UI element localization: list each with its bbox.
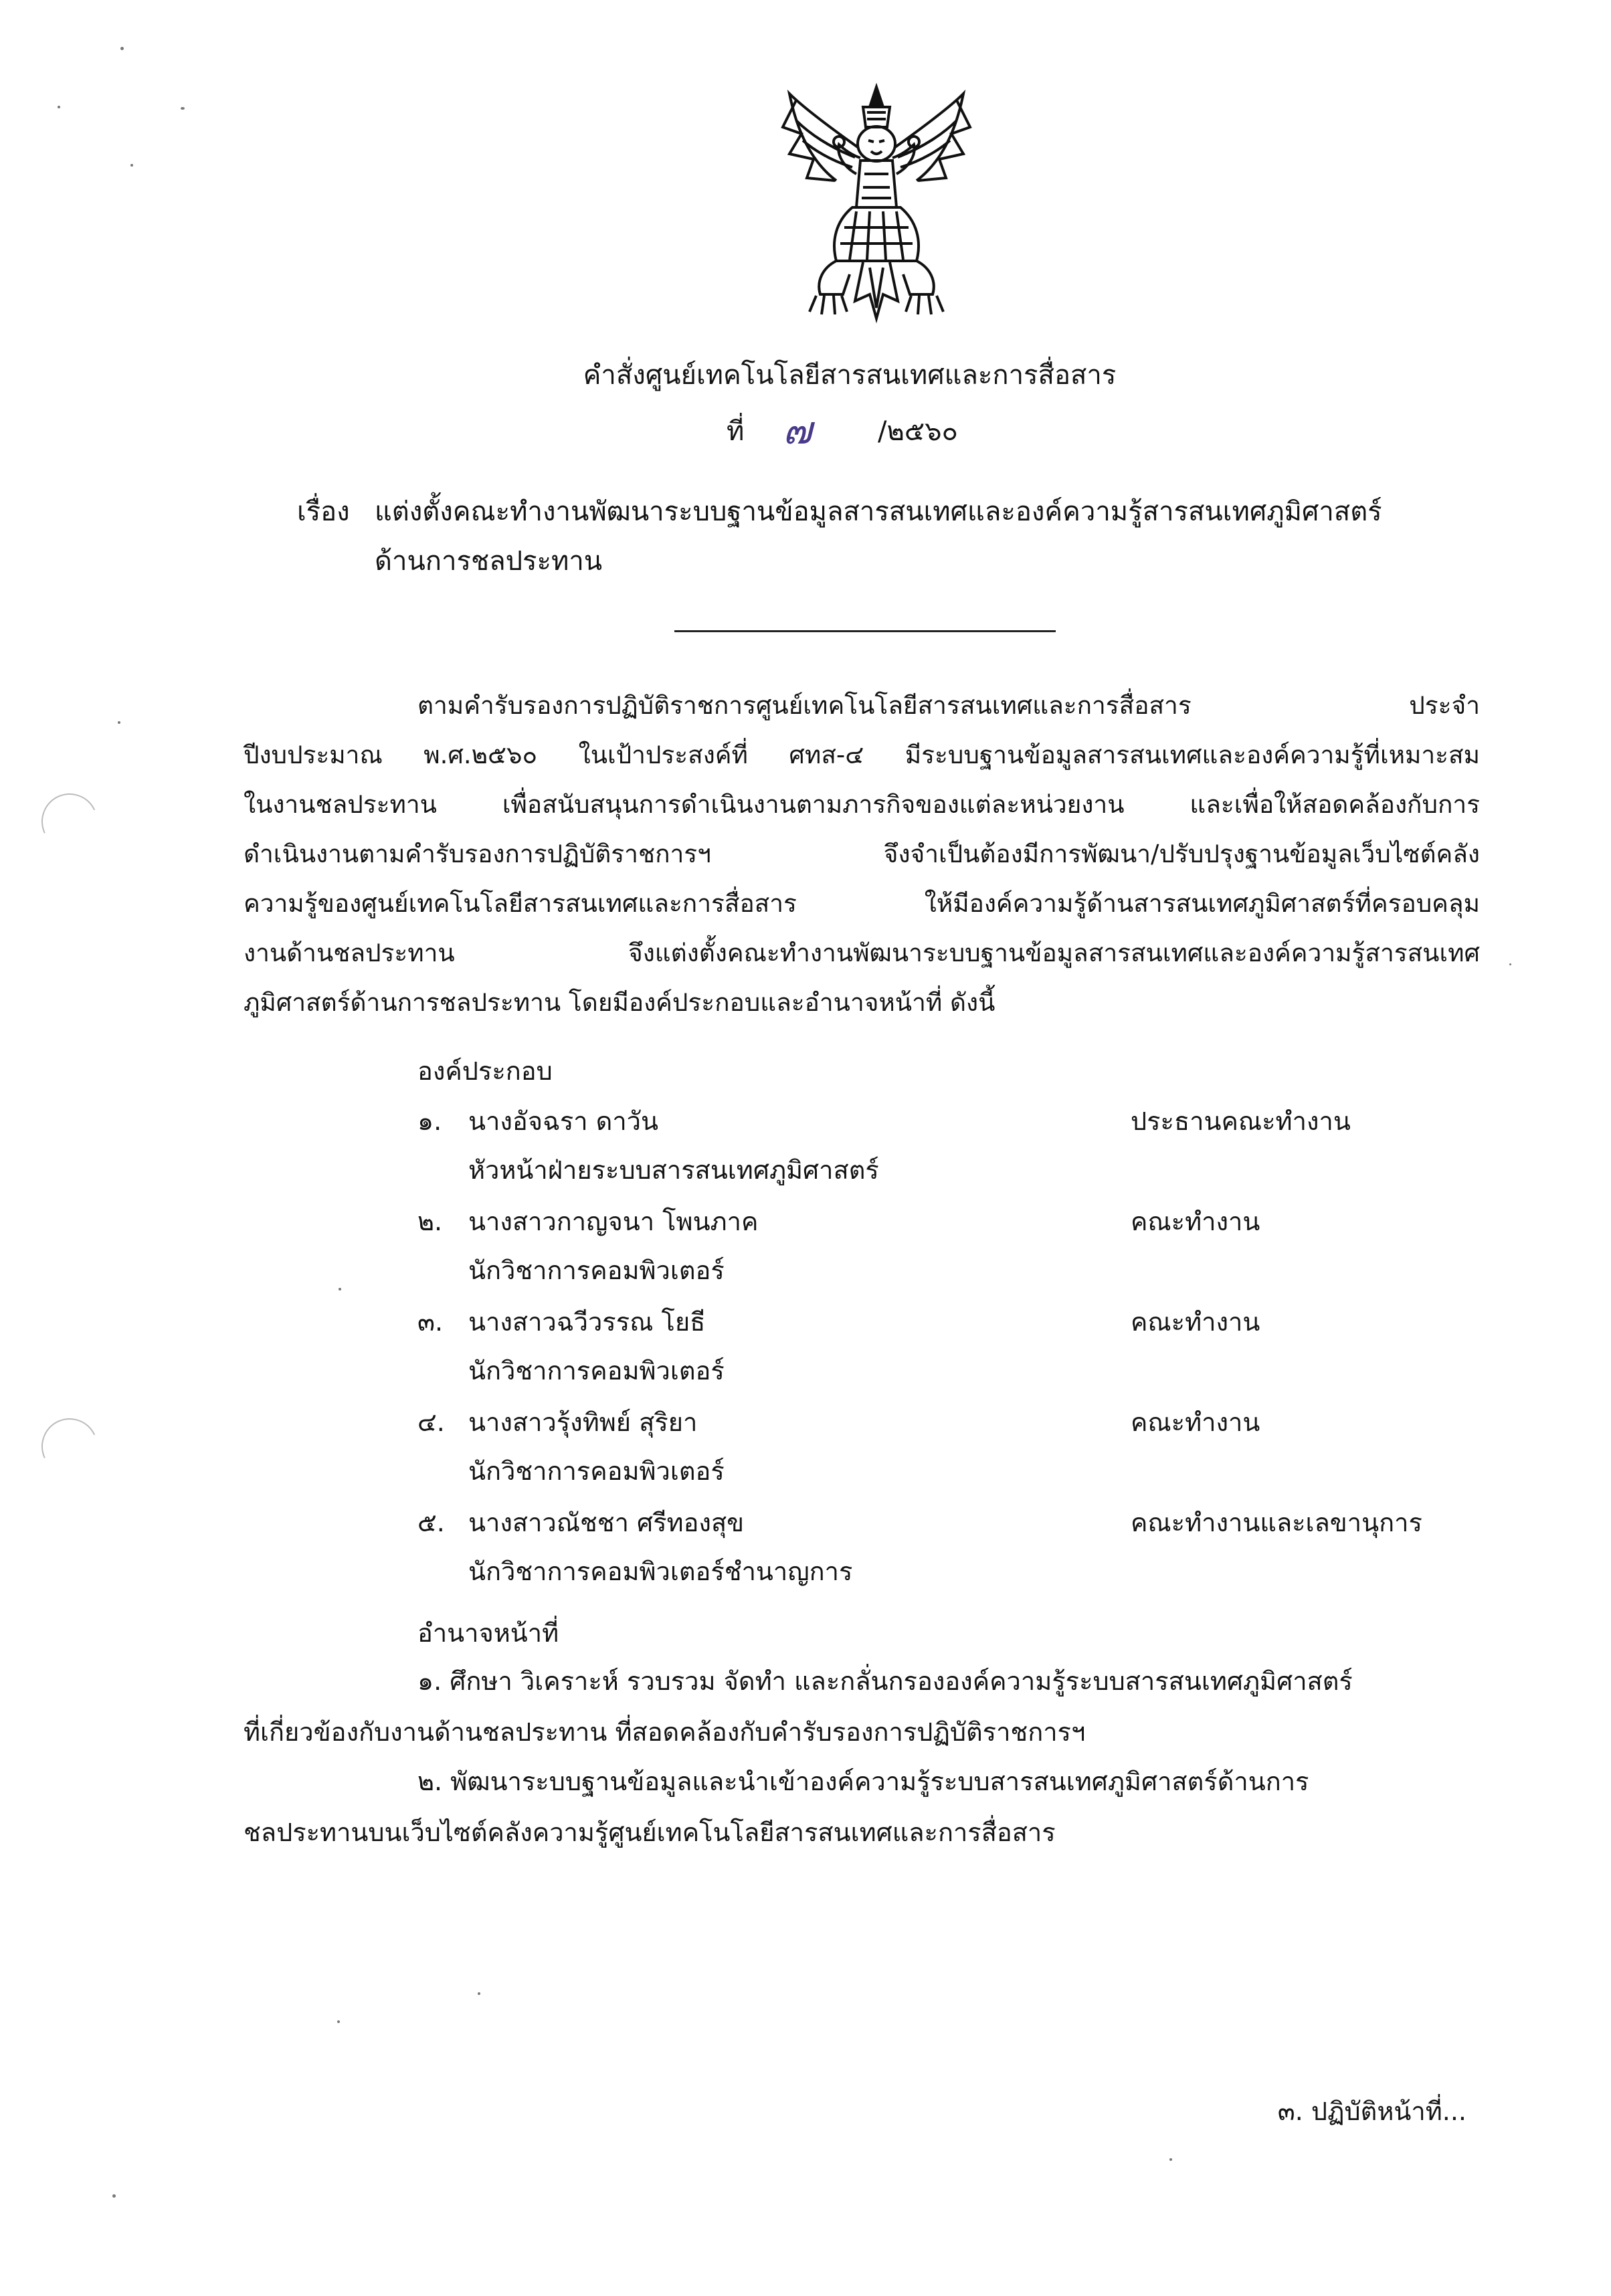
next-page-continuation: ๓. ปฏิบัติหน้าที่... bbox=[1277, 2097, 1466, 2126]
member-position: นักวิชาการคอมพิวเตอร์ bbox=[468, 1256, 725, 1285]
scan-speck bbox=[337, 2020, 340, 2023]
member-number: ๑. bbox=[417, 1107, 442, 1136]
scan-speck bbox=[118, 721, 120, 724]
member-role: คณะทำงาน bbox=[1131, 1307, 1260, 1337]
scan-artifact bbox=[33, 785, 106, 858]
scan-speck bbox=[1169, 2158, 1172, 2161]
member-name: นางสาวกาญจนา โพนภาค bbox=[468, 1207, 759, 1236]
body-line: ความรู้ของศูนย์เทคโนโลยีสารสนเทศและการสื่อสาร ให้มีองค์ความรู้ด้านสารสนเทศภูมิศาสตร์ที่ครอบคลุม bbox=[244, 889, 1480, 918]
duty-item-1 bbox=[244, 1656, 1480, 1757]
duty-item-2 bbox=[244, 1756, 1480, 1858]
body-line: ตามคำรับรองการปฏิบัติราชการศูนย์เทคโนโลยีสารสนเทศและการสื่อสาร ประจำ bbox=[417, 691, 1480, 720]
scan-speck bbox=[120, 47, 124, 50]
member-position: นักวิชาการคอมพิวเตอร์ bbox=[468, 1456, 725, 1486]
order-title: คำสั่งศูนย์เทคโนโลยีสารสนเทศและการสื่อสาร bbox=[583, 360, 1117, 391]
duty-line: ๑. ศึกษา วิเคราะห์ รวบรวม จัดทำ และกลั่นกรององค์ความรู้ระบบสารสนเทศภูมิศาสตร์ bbox=[417, 1666, 1353, 1696]
member-number: ๕. bbox=[417, 1508, 445, 1537]
member-position: นักวิชาการคอมพิวเตอร์ bbox=[468, 1356, 725, 1385]
body-line: ภูมิศาสตร์ด้านการชลประทาน โดยมีองค์ประกอบและอำนาจหน้าที่ ดังนี้ bbox=[244, 988, 996, 1017]
body-line: ในงานชลประทาน เพื่อสนับสนุนการดำเนินงานตามภารกิจของแต่ละหน่วยงาน และเพื่อให้สอดคล้องกับการ bbox=[244, 790, 1480, 819]
composition-heading: องค์ประกอบ bbox=[417, 1056, 553, 1086]
title-separator bbox=[674, 630, 1056, 632]
body-line: ดำเนินงานตามคำรับรองการปฏิบัติราชการฯ จึงจำเป็นต้องมีการพัฒนา/ปรับปรุงฐานข้อมูลเว็บไซต์คลัง bbox=[244, 840, 1480, 868]
duties-heading: อำนาจหน้าที่ bbox=[417, 1618, 559, 1648]
garuda-emblem-icon bbox=[769, 80, 983, 328]
subject-line-1: แต่งตั้งคณะทำงานพัฒนาระบบฐานข้อมูลสารสนเทศและองค์ความรู้สารสนเทศภูมิศาสตร์ bbox=[375, 496, 1382, 527]
body-line: ปีงบประมาณ พ.ศ.๒๕๖๐ ในเป้าประสงค์ที่ ศทส-๔ มีระบบฐานข้อมูลสารสนเทศและองค์ความรู้ที่เหมาะสม bbox=[244, 741, 1480, 769]
scan-speck bbox=[181, 107, 185, 110]
member-position: หัวหน้าฝ่ายระบบสารสนเทศภูมิศาสตร์ bbox=[468, 1155, 879, 1185]
body-paragraph bbox=[244, 681, 1480, 1028]
duty-line: ชลประทานบนเว็บไซต์คลังความรู้ศูนย์เทคโนโลยีสารสนเทศและการสื่อสาร bbox=[244, 1818, 1056, 1847]
duty-line: ๒. พัฒนาระบบฐานข้อมูลและนำเข้าองค์ความรู้ระบบสารสนเทศภูมิศาสตร์ด้านการ bbox=[417, 1767, 1309, 1796]
duty-line: ที่เกี่ยวข้องกับงานด้านชลประทาน ที่สอดคล้องกับคำรับรองการปฏิบัติราชการฯ bbox=[244, 1717, 1086, 1747]
member-name: นางสาวรุ้งทิพย์ สุริยา bbox=[468, 1408, 698, 1437]
member-role: คณะทำงาน bbox=[1131, 1408, 1260, 1437]
member-role: คณะทำงาน bbox=[1131, 1207, 1260, 1236]
order-number-suffix: /๒๕๖๐ bbox=[878, 416, 958, 447]
member-position: นักวิชาการคอมพิวเตอร์ชำนาญการ bbox=[468, 1557, 853, 1586]
member-number: ๒. bbox=[417, 1207, 443, 1236]
member-number: ๔. bbox=[417, 1408, 445, 1437]
member-name: นางอัจฉรา ดาวัน bbox=[468, 1107, 658, 1136]
order-number-handwritten: ๗ bbox=[783, 407, 812, 453]
member-role: คณะทำงานและเลขานุการ bbox=[1131, 1508, 1422, 1537]
scan-speck bbox=[339, 1288, 341, 1290]
scan-speck bbox=[58, 106, 60, 108]
order-number-prefix: ที่ bbox=[727, 416, 745, 447]
member-number: ๓. bbox=[417, 1307, 444, 1337]
body-line: งานด้านชลประทาน จึงแต่งตั้งคณะทำงานพัฒนาระบบฐานข้อมูลสารสนเทศและองค์ความรู้สารสนเทศ bbox=[244, 939, 1480, 967]
scan-speck bbox=[1509, 963, 1511, 965]
subject-line-2: ด้านการชลประทาน bbox=[375, 546, 603, 577]
subject-label: เรื่อง bbox=[297, 496, 350, 527]
member-role: ประธานคณะทำงาน bbox=[1131, 1107, 1351, 1136]
scan-artifact bbox=[33, 1410, 106, 1482]
member-name: นางสาวณัชชา ศรีทองสุข bbox=[468, 1508, 745, 1537]
member-name: นางสาวฉวีวรรณ โยธี bbox=[468, 1307, 706, 1337]
scan-speck bbox=[478, 1992, 480, 1995]
scan-speck bbox=[112, 2194, 116, 2198]
scan-speck bbox=[130, 164, 133, 167]
